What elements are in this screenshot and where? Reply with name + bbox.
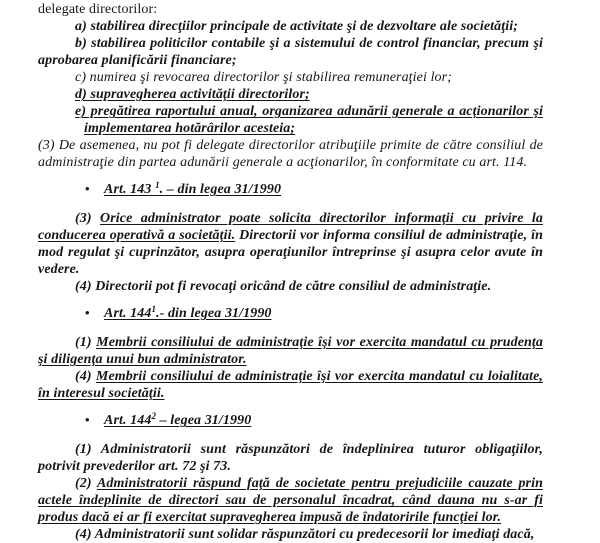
underlined-text xyxy=(104,306,272,321)
text-run: (1) xyxy=(75,335,97,350)
paragraph xyxy=(38,210,543,278)
underlined-text xyxy=(104,182,281,197)
bullet-heading xyxy=(85,304,543,322)
text-run: delegate directorilor: xyxy=(38,2,158,17)
superscript-text: 1 xyxy=(155,180,160,190)
paragraph xyxy=(38,137,543,171)
text-run: a) stabilirea direcţiilor principale de activitate şi de dezvoltare ale societăţii; xyxy=(75,19,518,34)
superscript-text: 2 xyxy=(151,411,156,421)
paragraph xyxy=(38,18,543,35)
paragraph xyxy=(38,368,543,402)
paragraph xyxy=(38,35,543,69)
text-run: (4) Directorii pot fi revocaţi oricând de către consiliul de administraţie. xyxy=(75,279,492,294)
text-run: . – din legea 31/1990 xyxy=(159,182,282,197)
text-run: e) pregătirea raportului anual, organizarea adunării generale a acţionarilor şi implementarea hotărârilor acesteia; xyxy=(75,104,543,136)
text-run: (2) xyxy=(75,476,97,491)
bullet-icon: • xyxy=(85,412,90,427)
bullet-icon: • xyxy=(85,305,90,320)
paragraph xyxy=(38,69,543,86)
text-run: Membrii consiliului de administraţie îşi vor exercita mandatul cu loialitate, în interesul societăţii. xyxy=(38,369,543,401)
bullet-heading xyxy=(85,180,543,198)
bullet-icon: • xyxy=(85,181,90,196)
paragraph xyxy=(38,526,543,543)
text-run: .- din legea 31/1990 xyxy=(155,306,272,321)
paragraph xyxy=(38,103,543,137)
paragraph xyxy=(38,334,543,368)
paragraph xyxy=(38,1,543,18)
bullet-heading xyxy=(85,411,543,429)
text-run: Membrii consiliului de administraţie îşi vor exercita mandatul cu prudenţa şi diligenţa unui bun administrator. xyxy=(38,335,543,367)
text-run: (4) Administratorii sunt solidar răspunzători cu predecesorii lor imediaţi dacă, xyxy=(75,527,535,542)
text-run: Art. 144 xyxy=(104,413,152,428)
underlined-text xyxy=(104,413,251,428)
text-run: d) supravegherea activităţii directorilor; xyxy=(75,87,310,102)
paragraph xyxy=(38,86,543,103)
text-run: b) stabilirea politicilor contabile şi a sistemului de control financiar, precum şi aprobarea planificării financiare; xyxy=(38,36,543,68)
paragraph xyxy=(38,441,543,475)
text-run: Administratorii răspund faţă de societate pentru prejudiciile cauzate prin actele îndeplinite de directori sau de personalul încadrat, când dauna nu s-ar fi produs dacă ei ar fi exercitat supravegherea impusă de îndatoririle funcţiei lor. xyxy=(38,476,543,525)
text-run: – legea 31/1990 xyxy=(155,413,252,428)
text-run: Art. 143 xyxy=(104,182,156,197)
text-run: Directorii vor informa consiliul de administraţie, în mod regulat şi cuprinzător, asupra operaţiunilor întreprinse şi asupra celor avute în vedere. xyxy=(38,228,543,277)
paragraph xyxy=(38,475,543,526)
paragraph xyxy=(38,278,543,295)
text-run: (3) xyxy=(75,211,101,226)
text-run: c) numirea şi revocarea directorilor şi stabilirea remuneraţiei lor; xyxy=(75,70,452,85)
text-run: (3) De asemenea, nu pot fi delegate directorilor atribuţiile primite de către consiliul de administraţie din partea adunării generale a acţionarilor, în conformitate cu art. 114. xyxy=(38,138,543,170)
superscript-text: 1 xyxy=(151,304,156,314)
text-run: Art. 144 xyxy=(104,306,152,321)
text-run: (1) Administratorii sunt răspunzători de îndeplinirea tuturor obligaţiilor, potrivit prevederilor art. 72 şi 73. xyxy=(38,442,543,474)
text-run: Orice administrator poate solicita directorilor informaţii cu privire la conducerea operativă a societăţii. xyxy=(38,211,543,243)
text-run: (4) xyxy=(75,369,96,384)
